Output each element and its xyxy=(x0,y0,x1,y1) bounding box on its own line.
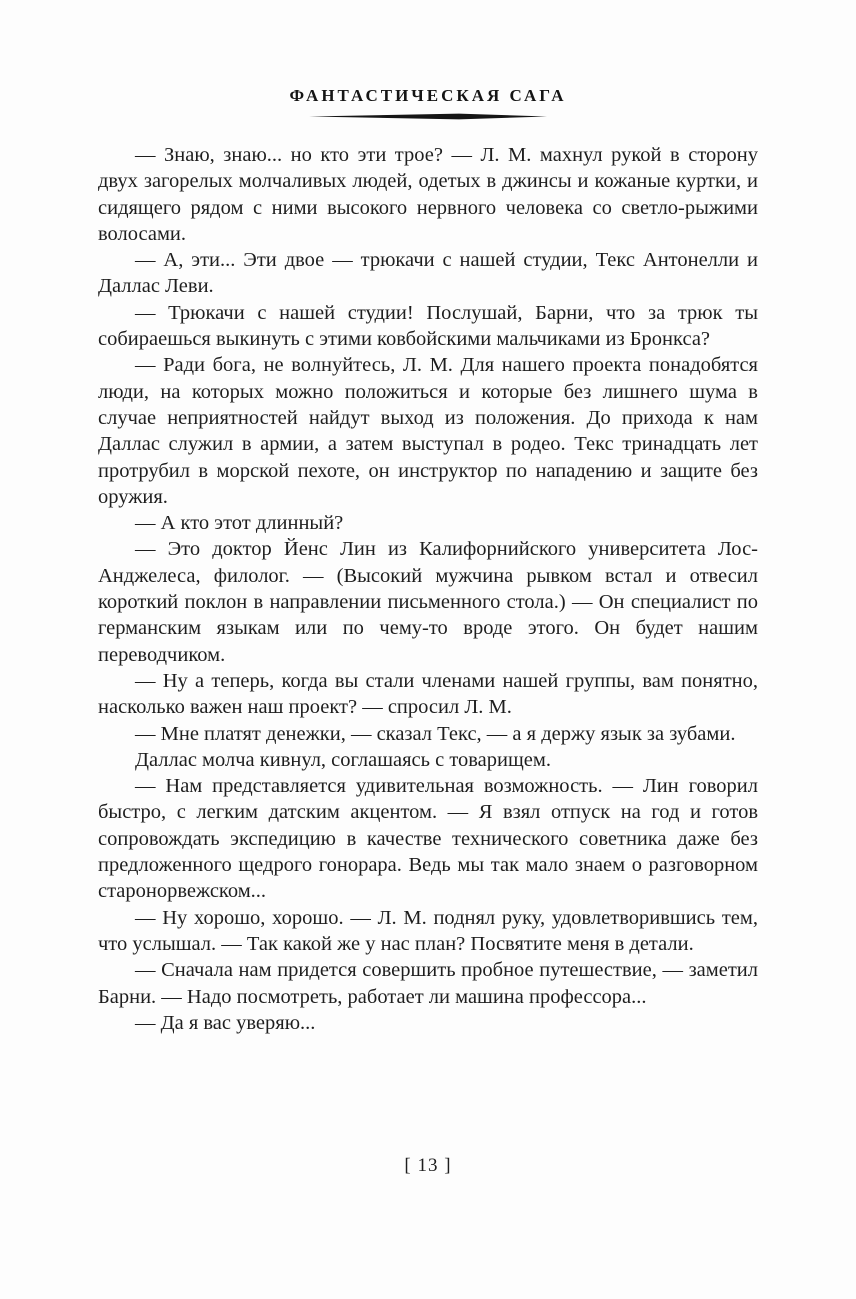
paragraph: — Нам представляется удивительная возможность. — Лин говорил быстро, с легким датским акцентом. — Я взял отпуск на год и готов сопровождать экспедицию в качестве технического советника даже без предложенного щедрого гонорара. Ведь мы так мало знаем о разговорном старонорвежском... xyxy=(98,775,758,903)
paragraph: — Знаю, знаю... но кто эти трое? — Л. М. махнул рукой в сторону двух загорелых молчаливых людей, одетых в джинсы и кожаные куртки, и сидящего рядом с ними высокого нервного человека со светло-рыжими волосами. xyxy=(98,144,758,245)
header-divider-ornament-icon xyxy=(309,113,547,120)
paragraph: — Это доктор Йенс Лин из Калифорнийского университета Лос-Анджелеса, филолог. — (Высокий мужчина рывком встал и отвесил короткий поклон в направлении письменного стола.) — Он специалист по германским языкам или по чему-то вроде этого. Он будет нашим переводчиком. xyxy=(98,538,758,666)
paragraph: — А кто этот длинный? xyxy=(135,512,344,535)
paragraph: — Мне платят денежки, — сказал Текс, — а я держу язык за зубами. xyxy=(135,722,736,745)
paragraph: — Ну хорошо, хорошо. — Л. М. поднял руку, удовлетворившись тем, что услышал. — Так какой же у нас план? Посвятите меня в детали. xyxy=(98,906,758,955)
paragraph: Даллас молча кивнул, соглашаясь с товарищем. xyxy=(135,748,551,771)
paragraph: — Трюкачи с нашей студии! Послушай, Барни, что за трюк ты собираешься выкинуть с этими ковбойскими мальчиками из Бронкса? xyxy=(98,301,758,351)
body-text xyxy=(98,142,758,1036)
page-number: [ 13 ] xyxy=(404,1155,452,1176)
paragraph: — Сначала нам придется совершить пробное путешествие, — заметил Барни. — Надо посмотреть, работает ли машина профессора... xyxy=(98,959,758,1008)
paragraph: — Ради бога, не волнуйтесь, Л. М. Для нашего проекта понадобятся люди, на которых можно положиться и которые без лишнего шума в случае неприятностей найдут выход из положения. До прихода к нам Даллас служил в армии, а затем выступал в родео. Текс тринадцать лет протрубил в морской пехоте, он инструктор по нападению и защите без оружия. xyxy=(98,354,758,508)
paragraph: — Да я вас уверяю... xyxy=(135,1011,316,1034)
paragraph: — А, эти... Эти двое — трюкачи с нашей студии, Текс Антонелли и Даллас Леви. xyxy=(98,249,758,298)
paragraph: — Ну а теперь, когда вы стали членами нашей группы, вам понятно, насколько важен наш проект? — спросил Л. М. xyxy=(98,669,758,719)
running-header-title: ФАНТАСТИЧЕСКАЯ САГА xyxy=(289,86,567,105)
